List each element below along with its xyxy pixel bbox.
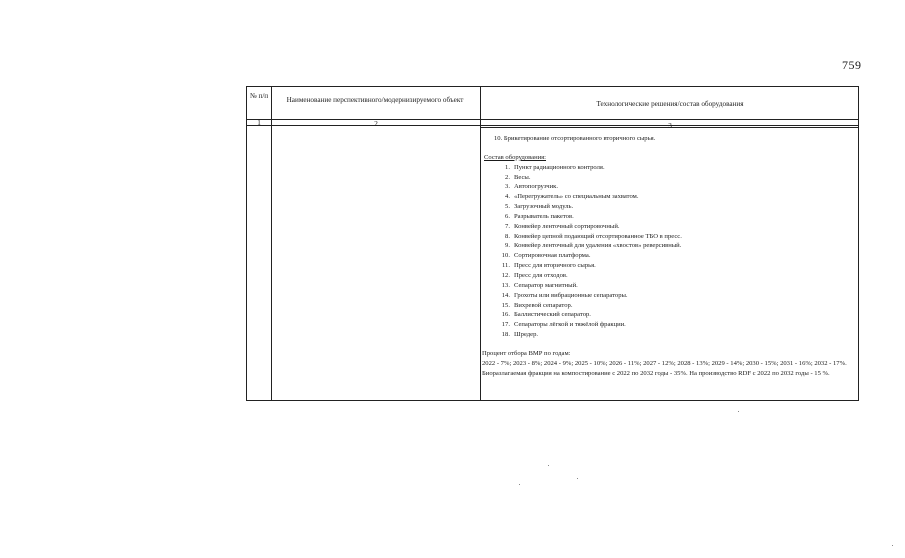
scan-speck bbox=[738, 411, 739, 412]
column-number-2: 2 bbox=[374, 120, 378, 128]
header-technology: Технологические решения/состав оборудования bbox=[596, 100, 744, 108]
list-item: 1. Пункт радиационного контроля. bbox=[505, 163, 605, 171]
header-number: № п/п bbox=[249, 92, 269, 100]
list-item: 16. Баллистический сепаратор. bbox=[501, 311, 591, 319]
list-item: 17. Сепараторы лёгкой и тяжёлой фракции. bbox=[501, 321, 626, 329]
list-item: 10. Сортировочная платформа. bbox=[501, 252, 591, 260]
list-item: 6. Разрыватель пакетов. bbox=[505, 212, 574, 220]
list-item: 3. Автопогрузчик. bbox=[505, 183, 559, 191]
list-item: 4. «Перегружатель» со специальным захватом. bbox=[505, 193, 639, 201]
percent-text: 2022 - 7%; 2023 - 8%; 2024 - 9%; 2025 - 10%; 2026 - 11%; 2027 - 12%; 2028 - 13%; 2029 - 14%; 2030 - 15%; 2031 - 16%; 2032 - 17%. bbox=[482, 359, 847, 367]
equipment-list bbox=[482, 163, 858, 340]
technology-cell bbox=[482, 134, 858, 378]
list-item: 7. Конвейер ленточный сортировочный. bbox=[505, 222, 620, 230]
equipment-title: Состав оборудования: bbox=[484, 153, 547, 161]
list-item: 15. Вихревой сепаратор. bbox=[501, 301, 573, 309]
percent-title: Процент отбора ВМР по годам: bbox=[482, 349, 571, 357]
list-item: 14. Грохоты или вибрационные сепараторы. bbox=[501, 291, 628, 299]
column-number-1: 1 bbox=[257, 119, 261, 127]
header-object-name: Наименование перспективного/модернизируемого объект bbox=[286, 96, 464, 104]
page-number: 759 bbox=[842, 58, 862, 72]
list-item: 9. Конвейер ленточный для удаления «хвостов» реверсивный. bbox=[505, 242, 682, 250]
scan-speck bbox=[519, 484, 520, 485]
list-item: 8. Конвейер цепной подающий отсортированное ТБО в пресс. bbox=[505, 232, 682, 240]
list-item: 5. Загрузочный модуль. bbox=[505, 203, 574, 211]
briquetting-item: 10. Брикетирование отсортированного вторичного сырья. bbox=[494, 135, 656, 142]
column-divider bbox=[480, 87, 481, 400]
list-item: 13. Сепаратор магнитный. bbox=[501, 281, 578, 289]
column-number-3: 3 bbox=[668, 122, 672, 130]
scan-speck bbox=[892, 545, 893, 546]
list-item: 18. Шредер. bbox=[501, 331, 539, 339]
list-item: 11. Пресс для вторичного сырья. bbox=[502, 262, 596, 270]
scan-speck bbox=[577, 478, 578, 479]
column-divider bbox=[271, 87, 272, 400]
bio-fraction-text: Биоразлагаемая фракция на компостирование с 2022 по 2032 годы - 35%. На производство RDF с 2022 по 2032 годы - 15 %. bbox=[482, 369, 830, 377]
document-table bbox=[246, 86, 859, 401]
list-item: 2. Весы. bbox=[505, 173, 531, 181]
list-item: 12. Пресс для отходов. bbox=[501, 271, 568, 279]
scan-speck bbox=[548, 465, 549, 466]
